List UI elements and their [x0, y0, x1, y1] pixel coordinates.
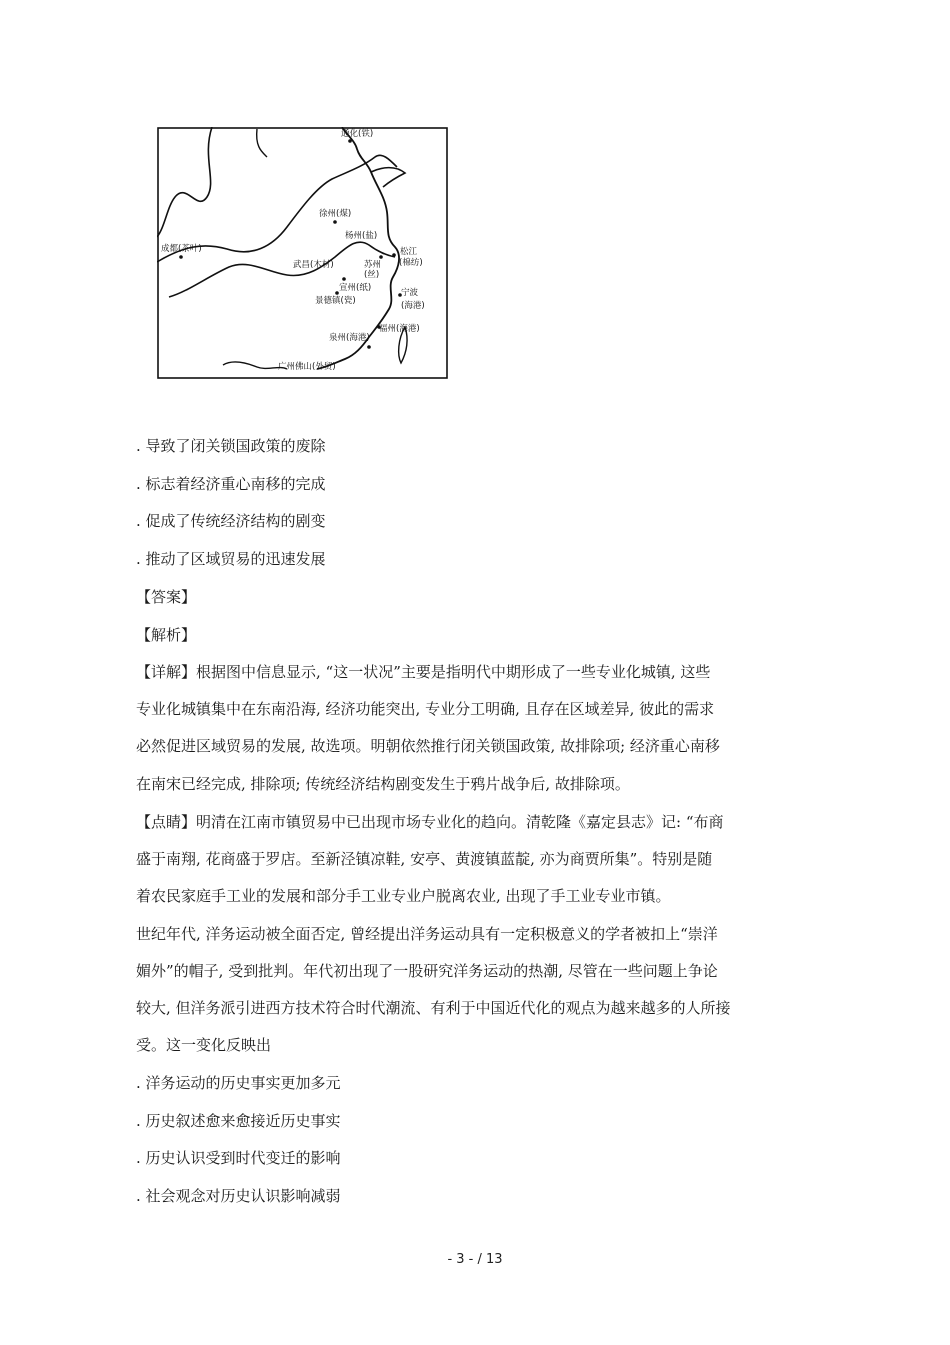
label-songjiang-sub: (棉纺) — [399, 258, 423, 268]
q2-option-a: . 洋务运动的历史事实更加多元 — [136, 1074, 341, 1092]
detail-line-1: 【详解】根据图中信息显示, “这一状况”主要是指明代中期形成了一些专业化城镇, 这些 — [136, 663, 711, 681]
label-chengdu: 成都(茶叶) — [161, 244, 202, 254]
city-dot-quanzhou — [367, 345, 371, 349]
label-suzhou: 苏州 — [364, 260, 382, 270]
q1-option-d: . 推动了区域贸易的迅速发展 — [136, 550, 326, 568]
q1-option-a: . 导致了闭关锁国政策的废除 — [136, 437, 326, 455]
q2-stem-line-4: 受。这一变化反映出 — [136, 1036, 272, 1054]
city-dot-suzhou — [392, 253, 396, 257]
city-dot-xuzhou — [333, 220, 337, 224]
q2-stem-line-2: 媚外”的帽子, 受到批判。年代初出现了一股研究洋务运动的热潮, 尽管在一些问题上争论 — [136, 962, 718, 980]
q2-stem-line-3: 较大, 但洋务派引进西方技术符合时代潮流、有利于中国近代化的观点为越来越多的人所接 — [136, 999, 731, 1017]
city-dot-wuchang — [342, 277, 346, 281]
city-dot-songjiang — [379, 255, 383, 259]
city-dot-chengdu — [179, 255, 183, 259]
analysis-label: 【解析】 — [136, 626, 197, 644]
detail-line-4: 在南宋已经完成, 排除项; 传统经济结构剧变发生于鸦片战争后, 故排除项。 — [136, 775, 630, 793]
tip-line-1: 【点睛】明清在江南市镇贸易中已出现市场专业化的趋向。清乾隆《嘉定县志》记: “布商 — [136, 813, 724, 831]
label-jingdezhen: 景德镇(瓷) — [315, 296, 356, 306]
label-quanzhou: 泉州(海港) — [329, 333, 370, 343]
ming-trade-map — [157, 127, 448, 379]
label-suzhou-sub: (丝) — [364, 270, 380, 280]
map-figure — [157, 127, 448, 379]
q2-option-c: . 历史认识受到时代变迁的影响 — [136, 1149, 341, 1167]
label-fuzhou: 福州(海港) — [379, 324, 420, 334]
tip-line-2: 盛于南翔, 花商盛于罗店。至新泾镇凉鞋, 安亭、黄渡镇蓝靛, 亦为商贾所集”。特别是随 — [136, 850, 713, 868]
label-yangzhou: 杨州(盐) — [345, 231, 378, 241]
label-ningbo: 宁波 — [401, 288, 419, 298]
label-songjiang: 松江 — [400, 247, 418, 257]
label-xuzhou: 徐州(煤) — [319, 209, 352, 219]
q1-option-b: . 标志着经济重心南移的完成 — [136, 475, 326, 493]
q2-option-d: . 社会观念对历史认识影响减弱 — [136, 1187, 341, 1205]
q2-stem-line-1: 世纪年代, 洋务运动被全面否定, 曾经提出洋务运动具有一定积极意义的学者被扣上“崇洋 — [136, 925, 718, 943]
detail-line-2: 专业化城镇集中在东南沿海, 经济功能突出, 专业分工明确, 且存在区域差异, 彼此的需求 — [136, 700, 715, 718]
city-dot-tonghua — [348, 139, 352, 143]
q1-option-c: . 促成了传统经济结构的剧变 — [136, 512, 326, 530]
label-wuchang: 武昌(木材) — [293, 260, 334, 270]
page-number: - 3 - / 13 — [447, 1252, 503, 1267]
q2-option-b: . 历史叙述愈来愈接近历史事实 — [136, 1112, 341, 1130]
label-guangzhou: 广州佛山(外贸) — [278, 362, 336, 372]
label-tonghua: 通化(铁) — [341, 129, 374, 139]
label-ningbo-sub: (海港) — [401, 301, 425, 311]
tip-line-3: 着农民家庭手工业的发展和部分手工业专业户脱离农业, 出现了手工业专业市镇。 — [136, 887, 671, 905]
label-xuanzhou: 宣州(纸) — [339, 283, 372, 293]
detail-line-3: 必然促进区域贸易的发展, 故选项。明朝依然推行闭关锁国政策, 故排除项; 经济重心南移 — [136, 737, 720, 755]
answer-label: 【答案】 — [136, 588, 197, 606]
